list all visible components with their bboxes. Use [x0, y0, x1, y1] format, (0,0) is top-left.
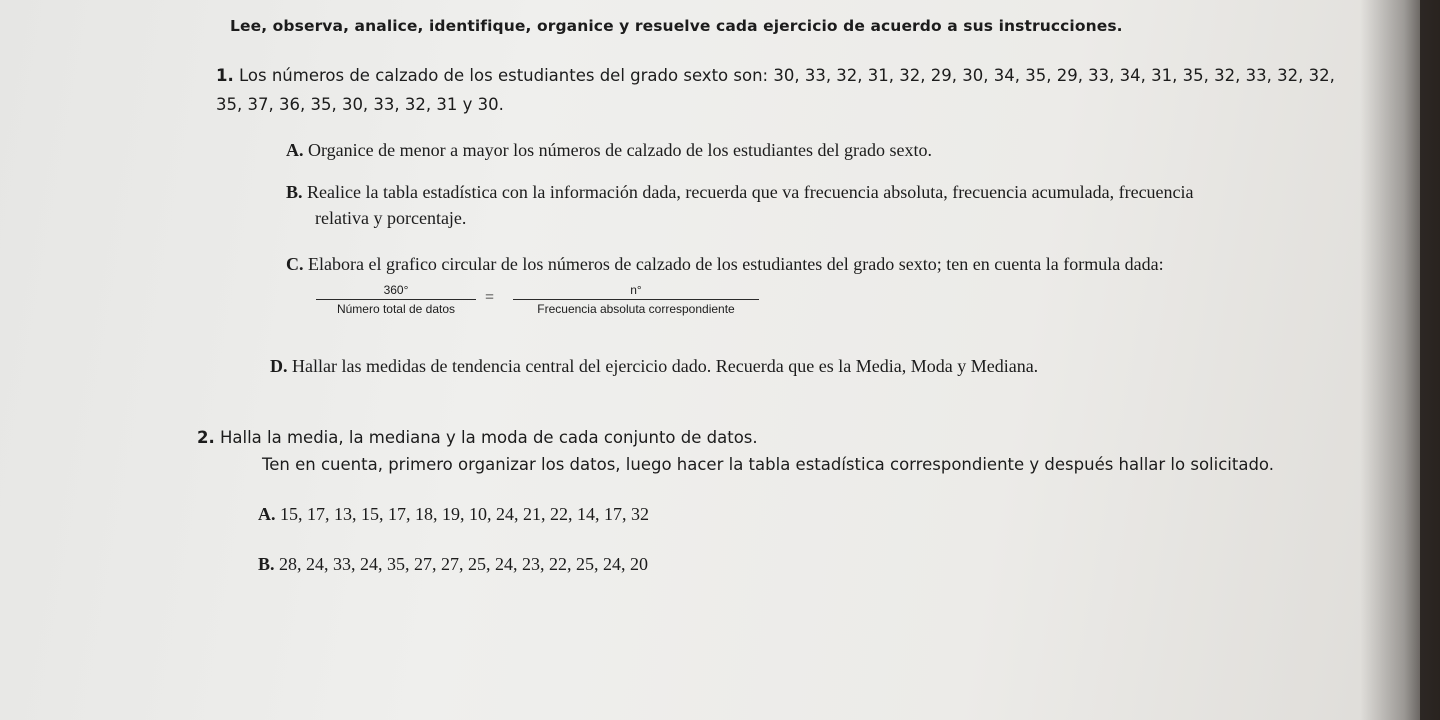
exercise-1-statement-line-1: Los números de calzado de los estudiantes del grado sexto son: 30, 33, 32, 31, 32, 29, 30, 34, 35, 29, 33, 34, 31, 35, 32, 33, 32, 32, — [239, 66, 1335, 85]
exercise-2-item-a — [258, 504, 649, 525]
exercise-2-title-text: Halla la media, la mediana y la moda de cada conjunto de datos. — [220, 428, 758, 447]
item-text: Elabora el grafico circular de los números de calzado de los estudiantes del grado sexto; ten en cuenta la formula dada: — [308, 254, 1164, 274]
formula-equals-sign: = — [485, 289, 495, 306]
pie-chart-formula — [316, 282, 766, 324]
item-letter: B. — [286, 182, 303, 202]
formula-left-fraction — [316, 282, 476, 318]
item-letter: D. — [270, 356, 288, 376]
formula-right-fraction — [513, 282, 759, 318]
item-letter: A. — [286, 140, 304, 160]
exercise-1-item-c — [286, 254, 1164, 275]
formula-right-numerator: n° — [513, 282, 759, 300]
formula-left-denominator: Número total de datos — [336, 302, 456, 316]
exercise-2-number: 2. — [197, 428, 215, 447]
item-letter: C. — [286, 254, 304, 274]
worksheet-instructions-heading: Lee, observa, analice, identifique, organice y resuelve cada ejercicio de acuerdo a sus instrucciones. — [230, 17, 1123, 35]
item-letter: B. — [258, 554, 275, 574]
exercise-1-item-a — [286, 140, 932, 161]
exercise-1-statement-line-2: 35, 37, 36, 35, 30, 33, 32, 31 y 30. — [216, 95, 504, 114]
exercise-1-item-b-line-2: relativa y porcentaje. — [315, 208, 467, 228]
item-text: Organice de menor a mayor los números de calzado de los estudiantes del grado sexto. — [308, 140, 932, 160]
exercise-1-number: 1. — [216, 66, 234, 85]
item-letter: A. — [258, 504, 276, 524]
data-set: 28, 24, 33, 24, 35, 27, 27, 25, 24, 23, 22, 25, 24, 20 — [279, 554, 649, 574]
formula-left-numerator: 360° — [316, 282, 476, 300]
exercise-1-item-d — [270, 356, 1038, 377]
item-text: Hallar las medidas de tendencia central del ejercicio dado. Recuerda que es la Media, Moda y Mediana. — [292, 356, 1039, 376]
exercise-1-item-b — [286, 182, 1194, 203]
page-edge-shadow — [1360, 0, 1440, 720]
exercise-2-instruction: Ten en cuenta, primero organizar los datos, luego hacer la tabla estadística correspondiente y después hallar lo solicitado. — [262, 455, 1274, 474]
exercise-2-item-b — [258, 554, 648, 575]
data-set: 15, 17, 13, 15, 17, 18, 19, 10, 24, 21, 22, 14, 17, 32 — [280, 504, 649, 524]
exercise-2-title — [197, 428, 758, 447]
formula-right-denominator: Frecuencia absoluta correspondiente — [537, 302, 735, 316]
item-text: Realice la tabla estadística con la información dada, recuerda que va frecuencia absoluta, frecuencia acumulada, frecuencia — [307, 182, 1194, 202]
exercise-1-statement — [216, 66, 1335, 85]
